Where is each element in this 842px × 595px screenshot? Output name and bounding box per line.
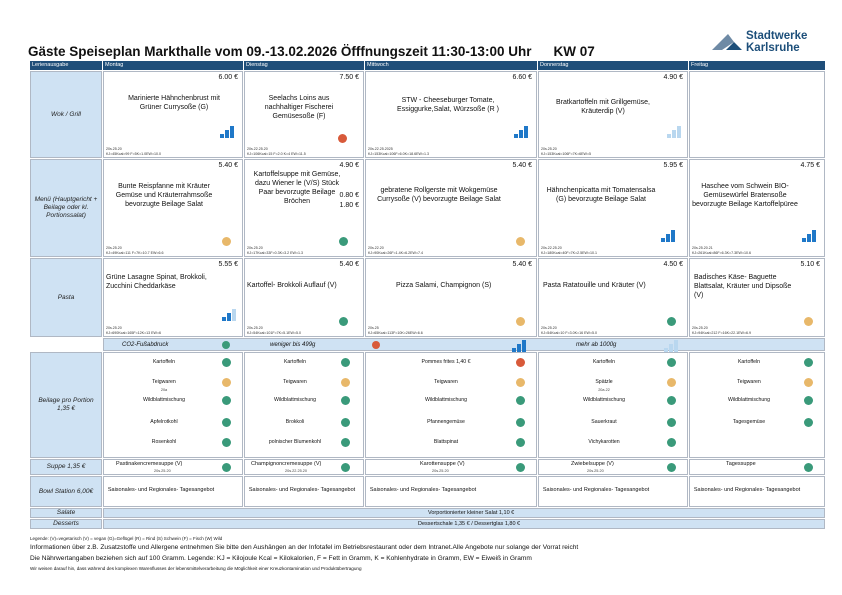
green-dot-icon xyxy=(667,418,676,427)
bowl-cell-friday[interactable] xyxy=(689,476,825,507)
green-dot-icon xyxy=(222,341,230,349)
side-item: Kartoffeln xyxy=(737,359,761,365)
green-dot-icon xyxy=(341,358,350,367)
side-item: Wildblattmischung xyxy=(582,397,626,403)
legend: Legende: (V)=vegetarisch (V) = vegan (G)=Geflügel (R) = Rind (S) Schwein (F) = Fisch (W) Wild xyxy=(30,536,223,541)
suppe-cell-thursday[interactable] xyxy=(538,459,688,475)
side-item: Spätzle xyxy=(595,379,613,385)
side-item: Rosenkohl xyxy=(151,439,177,445)
pasta-cell-tuesday[interactable] xyxy=(244,258,364,337)
nutrition-info: KJ=180Kcal=40F=7K=2.5EW=10.1 xyxy=(541,251,598,255)
header-monday: Montag xyxy=(103,61,243,70)
suppe-cell-wednesday[interactable] xyxy=(365,459,537,475)
beilage-cell-monday[interactable] xyxy=(103,352,243,458)
date-code: 20s.25.20 xyxy=(106,326,122,330)
green-dot-icon xyxy=(804,463,813,472)
date-code: 20s.25.20 xyxy=(106,147,122,151)
price: 5.10 € xyxy=(800,261,820,268)
co2-legend-row xyxy=(103,338,825,351)
suppe-cell-monday[interactable] xyxy=(103,459,243,475)
green-dot-icon xyxy=(222,396,231,405)
footer-nutrition: Die Nährwertangaben beziehen sich auf 100 Gramm. Legende: KJ = Kilojoule Kcal = Kilokalorien, F = Fett in Gramm, K = Kohlenhydrate in Gramm, EW = Eiweiß in Gramm xyxy=(30,555,532,562)
nutrition-info: KJ=90Kcal=26F=1.4K=6.2EW=7.4 xyxy=(368,251,424,255)
date-code: 20s.25.20 xyxy=(692,326,708,330)
dish-name: Marinierte Hähnchenbrust mit Grüner Currysoße (G) xyxy=(128,95,220,111)
co2-low-label: weniger bis 499g xyxy=(270,342,316,348)
side-item: Wildblattmischung xyxy=(142,397,186,403)
beilage-cell-wednesday[interactable] xyxy=(365,352,537,458)
side-item: Kartoffeln xyxy=(283,359,307,365)
price: 5.55 € xyxy=(218,261,238,268)
co2-bars-icon xyxy=(220,124,236,138)
wok-cell-friday[interactable] xyxy=(689,71,825,158)
pasta-cell-monday[interactable] xyxy=(103,258,243,337)
footer-info: Informationen über z.B. Zusatzstoffe und Allergene entnehmen Sie bitte den Aushängen an der Infotafel im Betriebsrestaurant oder dem Intranet.Alle Angebote nur solange der Vorrat reicht xyxy=(30,544,579,551)
side-item: Teigwaren xyxy=(434,379,458,385)
soup-name: Karottensuppe (V) xyxy=(420,461,465,467)
dish-name: Badisches Käse- Baguette Blattsalat, Kräuter und Dipsoße (V) xyxy=(694,274,792,299)
nutrition-info: KJ=17Kcal=33F=0.3K=3.2 EW=1.3 xyxy=(247,251,304,255)
header-friday: Freitag xyxy=(689,61,825,70)
green-dot-icon xyxy=(222,358,231,367)
green-dot-icon xyxy=(341,396,350,405)
row-label-desserts: Desserts xyxy=(30,519,102,529)
row-label-pasta: Pasta xyxy=(30,258,102,337)
dish-name: gebratene Rollgerste mit Wokgemüse Currysoße (V) bevorzugte Beilage Salat xyxy=(377,187,501,203)
side-item: Kartoffeln xyxy=(592,359,616,365)
green-dot-icon xyxy=(222,418,231,427)
bowl-cell-monday[interactable] xyxy=(103,476,243,507)
side-item: Apfelrotkohl xyxy=(150,419,178,425)
soup-name: Champignoncremesuppe (V) xyxy=(251,461,322,467)
wok-cell-thursday[interactable] xyxy=(538,71,688,158)
menu-cell-wednesday[interactable] xyxy=(365,159,537,257)
bowl-text: Saisonales- und Regionales- Tagesangebot xyxy=(107,487,215,493)
side-item: Teigwaren xyxy=(737,379,761,385)
side-item: Wildblattmischung xyxy=(273,397,317,403)
co2-bars-icon xyxy=(667,124,683,138)
side-note: 20a xyxy=(160,388,168,392)
yellow-dot-icon xyxy=(667,378,676,387)
green-dot-icon xyxy=(516,396,525,405)
side-item: Wildblattmischung xyxy=(424,397,468,403)
price: 4.90 € xyxy=(339,162,359,169)
logo-line1: Stadtwerke xyxy=(746,30,808,42)
soup-name: Zwiebelsuppe (V) xyxy=(571,461,614,467)
nutrition-info: KJ=261Kcal=86F=6.3K=7.3EW=10.6 xyxy=(692,251,752,255)
soup-name: Tagessuppe xyxy=(726,461,756,467)
price-pair: 1.80 € xyxy=(339,202,359,209)
desserts-text: Dessertschale 1,35 € / Dessertglas 1,80 € xyxy=(418,521,521,527)
footer-allergen: Wir weisen darauf hin, dass während des komplexen Warenflusses der lebensmittelverarbeitung die Möglichkeit einer Kreuzkontamination und Produktübertragung xyxy=(30,566,362,571)
dish-name: Seelachs Loins aus nachhaltiger Fischerei Gemüsesoße (F) xyxy=(264,95,334,120)
co2-bars-icon xyxy=(661,228,677,242)
nutrition-info: KJ=106Kcal=15 F=2.0 K=4 EW=11.5 xyxy=(247,152,306,156)
price: 5.40 € xyxy=(512,162,532,169)
pasta-cell-thursday[interactable] xyxy=(538,258,688,337)
wok-cell-tuesday[interactable] xyxy=(244,71,364,158)
side-item: Teigwaren xyxy=(283,379,307,385)
menu-cell-monday[interactable] xyxy=(103,159,243,257)
menu-cell-thursday[interactable] xyxy=(538,159,688,257)
nutrition-info: KJ=153Kcal=106F=7K=6EW=5 xyxy=(541,152,592,156)
dish-name: Haschee vom Schwein BIO-Gemüsewürfel Bratensoße bevorzugte Beilage Kartoffelpüree xyxy=(692,183,798,208)
date-code: 20s.25.20.21 xyxy=(692,246,713,250)
header-thursday: Donnerstag xyxy=(538,61,688,70)
logo-text xyxy=(746,30,807,54)
green-dot-icon xyxy=(667,438,676,447)
bowl-text: Saisonales- und Regionales- Tagesangebot xyxy=(369,487,477,493)
green-dot-icon xyxy=(222,438,231,447)
co2-high-label: mehr ab 1000g xyxy=(576,342,617,348)
green-dot-icon xyxy=(516,463,525,472)
green-dot-icon xyxy=(339,237,348,246)
side-item: Blattspinat xyxy=(433,439,459,445)
co2-bars-icon xyxy=(222,307,238,321)
price: 7.50 € xyxy=(339,74,359,81)
yellow-dot-icon xyxy=(516,378,525,387)
row-label-beilage: Beilage pro Portion 1,35 € xyxy=(30,352,102,458)
week-label: KW 07 xyxy=(553,44,595,59)
wok-cell-wednesday[interactable] xyxy=(365,71,537,158)
nutrition-info: KJ=690Kcal=165F=12K=13 EW=6 xyxy=(106,331,162,335)
dish-name: Kartoffelsuppe mit Gemüse, dazu Wiener le (V/S) Stück Paar bevorzugte Beilage Bröchen xyxy=(253,171,341,205)
price: 5.40 € xyxy=(218,162,238,169)
price: 6.00 € xyxy=(218,74,238,81)
soup-note: 20s.25.20 xyxy=(432,469,449,473)
yellow-dot-icon xyxy=(222,237,231,246)
side-item: Wildblattmischung xyxy=(727,397,771,403)
yellow-dot-icon xyxy=(804,317,813,326)
title-text: Gäste Speiseplan Markthalle vom 09.-13.02.2026 Öfffnungszeit 11:30-13:00 Uhr xyxy=(28,44,532,59)
side-item: Sauerkraut xyxy=(591,419,617,425)
desserts-row xyxy=(103,519,825,529)
co2-bars-icon xyxy=(664,338,680,352)
green-dot-icon xyxy=(667,463,676,472)
bowl-cell-thursday[interactable] xyxy=(538,476,688,507)
yellow-dot-icon xyxy=(222,378,231,387)
soup-note: 20s.25.20 xyxy=(154,469,171,473)
bowl-cell-wednesday[interactable] xyxy=(365,476,537,507)
header-section: Lerienausgabe xyxy=(30,61,102,70)
dish-name: Pasta Ratatouille und Kräuter (V) xyxy=(543,282,646,289)
nutrition-info: KJ=49Kcal=111 F=7K=10.7 EW=6.6 xyxy=(106,251,164,255)
dish-name: STW - Cheeseburger Tomate, Essiggurke,Salat, Würzsoße (R ) xyxy=(397,97,499,113)
price: 6.60 € xyxy=(512,74,532,81)
price-single: 0.80 € xyxy=(339,192,359,199)
logo-line2: Karlsruhe xyxy=(746,42,800,54)
nutrition-info: KJ=153Kcal=106F=6.0K=18.6EW=1.3 xyxy=(368,152,430,156)
row-label-menu: Menü (Hauptgericht + Beilage oder kl. Portionssalat) xyxy=(30,159,102,257)
green-dot-icon xyxy=(341,418,350,427)
dish-name: Pizza Salami, Champignon (S) xyxy=(396,282,492,289)
date-code: 20s.25.20 xyxy=(541,326,557,330)
date-code: 20s.22.25.20 xyxy=(541,246,562,250)
green-dot-icon xyxy=(341,438,350,447)
date-code: 20s.22.25.20 xyxy=(247,147,268,151)
side-item: Vichykarotten xyxy=(588,439,620,445)
side-item: Pommes frites 1,40 € xyxy=(421,359,471,365)
bowl-text: Saisonales- und Regionales- Tagesangebot xyxy=(693,487,801,493)
red-dot-icon xyxy=(372,341,380,349)
soup-note: 20s.25.20 xyxy=(587,469,604,473)
date-code: 20s.22.20 xyxy=(368,246,384,250)
co2-bars-icon xyxy=(512,338,528,352)
menu-cell-tuesday[interactable] xyxy=(244,159,364,257)
suppe-cell-tuesday[interactable] xyxy=(244,459,364,475)
bowl-cell-tuesday[interactable] xyxy=(244,476,364,507)
co2-bars-icon xyxy=(514,124,530,138)
header-wednesday: Mittwoch xyxy=(365,61,537,70)
side-item: polnischer Blumenkohl xyxy=(268,439,322,445)
side-item: Teigwaren xyxy=(152,379,176,385)
salate-text: Vorportionierter kleiner Salat 1,10 € xyxy=(428,510,515,516)
nutrition-info: KJ=94Kcal=212 F=16K=22.1EW=6.9 xyxy=(692,331,752,335)
yellow-dot-icon xyxy=(341,378,350,387)
green-dot-icon xyxy=(667,317,676,326)
date-code: 20s.25.20 xyxy=(106,246,122,250)
dish-name: Kartoffel- Brokkoli Auflauf (V) xyxy=(247,282,337,289)
green-dot-icon xyxy=(804,418,813,427)
page-title xyxy=(28,44,595,59)
date-code: 20s.25 xyxy=(368,326,379,330)
green-dot-icon xyxy=(667,396,676,405)
pasta-cell-wednesday[interactable] xyxy=(365,258,537,337)
side-item: Brokkoli xyxy=(285,419,305,425)
suppe-cell-friday[interactable] xyxy=(689,459,825,475)
green-dot-icon xyxy=(339,317,348,326)
bowl-text: Saisonales- und Regionales- Tagesangebot xyxy=(248,487,356,493)
date-code: 20s.25.20 xyxy=(247,326,263,330)
row-label-salate: Salate xyxy=(30,508,102,518)
dish-name: Hähnchenpicatta mit Tomatensalsa (G) bevorzugte Beilage Salat xyxy=(546,187,656,203)
price: 5.95 € xyxy=(663,162,683,169)
green-dot-icon xyxy=(516,418,525,427)
price: 5.40 € xyxy=(512,261,532,268)
nutrition-info: KJ=54Kcal=101F=7K=5.1EW=5.0 xyxy=(247,331,302,335)
dish-name: Bratkartoffeln mit Grillgemüse, Kräuterdip (V) xyxy=(555,99,650,115)
nutrition-info: KJ=65Kcal=113F=10K=26EW=6.6 xyxy=(368,331,423,335)
pasta-cell-friday[interactable] xyxy=(689,258,825,337)
beilage-cell-tuesday[interactable] xyxy=(244,352,364,458)
yellow-dot-icon xyxy=(516,317,525,326)
price: 5.40 € xyxy=(339,261,359,268)
dish-name: Bunte Reispfanne mit Kräuter Gemüse und Kräuterrahmsoße bevorzugte Beilage Salat xyxy=(115,183,213,208)
dish-name: Grüne Lasagne Spinat, Brokkoli, Zucchini Cheddarkäse xyxy=(106,274,207,290)
soup-name: Pastinakencremesuppe (V) xyxy=(116,461,183,467)
red-dot-icon xyxy=(338,134,347,143)
green-dot-icon xyxy=(804,396,813,405)
row-label-wok: Wok / Grill xyxy=(30,71,102,158)
beilage-cell-thursday[interactable] xyxy=(538,352,688,458)
row-label-suppe: Suppe 1,35 € xyxy=(30,459,102,475)
side-note: 20a.22 xyxy=(598,388,610,392)
beilage-cell-friday[interactable] xyxy=(689,352,825,458)
price: 4.50 € xyxy=(663,261,683,268)
green-dot-icon xyxy=(804,358,813,367)
red-dot-icon xyxy=(516,358,525,367)
header-tuesday: Dienstag xyxy=(244,61,364,70)
nutrition-info: KJ=54Kcal=10 F=3.0K=16 EW=5.0 xyxy=(541,331,598,335)
wok-cell-monday[interactable] xyxy=(103,71,243,158)
salate-row xyxy=(103,508,825,518)
co2-label: CO2-Fußabdruck xyxy=(122,342,169,348)
date-code: 20s.22.25.2025 xyxy=(368,147,393,151)
price: 4.90 € xyxy=(663,74,683,81)
nutrition-info: KJ=45Kcal=99 F=5K=1.0EW=10.0 xyxy=(106,152,162,156)
co2-bars-icon xyxy=(802,228,818,242)
green-dot-icon xyxy=(667,358,676,367)
soup-note: 20s.22.25.20 xyxy=(285,469,307,473)
side-item: Tagesgemüse xyxy=(732,419,766,425)
green-dot-icon xyxy=(222,463,231,472)
date-code: 20s.25.20 xyxy=(541,147,557,151)
row-label-bowl: Bowl Station 6,00€ xyxy=(30,476,102,507)
side-item: Pfannengemüse xyxy=(427,419,465,425)
green-dot-icon xyxy=(516,438,525,447)
side-item: Kartoffeln xyxy=(152,359,176,365)
green-dot-icon xyxy=(341,463,350,472)
yellow-dot-icon xyxy=(804,378,813,387)
price: 4.75 € xyxy=(800,162,820,169)
yellow-dot-icon xyxy=(516,237,525,246)
bowl-text: Saisonales- und Regionales- Tagesangebot xyxy=(542,487,650,493)
date-code: 20s.25.20 xyxy=(247,246,263,250)
menu-cell-friday[interactable] xyxy=(689,159,825,257)
